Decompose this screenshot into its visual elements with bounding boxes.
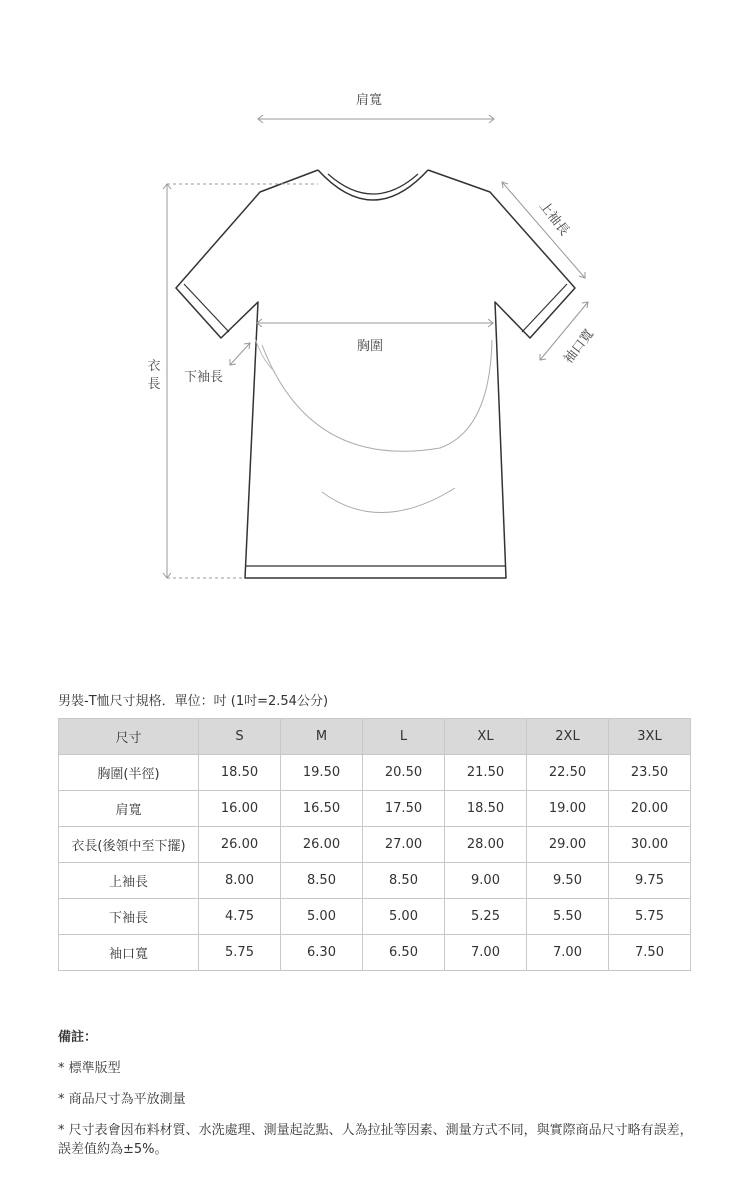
table-cell: 6.30: [281, 935, 363, 971]
table-cell: 26.00: [281, 827, 363, 863]
notes-title: 備註：: [58, 1030, 98, 1045]
note-item: * 商品尺寸為平放測量: [58, 1092, 186, 1107]
table-cell: 7.50: [609, 935, 691, 971]
table-row: [59, 791, 691, 827]
table-cell: 18.50: [199, 755, 281, 791]
table-cell: 9.50: [527, 863, 609, 899]
table-row: [59, 863, 691, 899]
note-item: * 尺寸表會因布料材質、水洗處理、測量起訖點、人為拉扯等因素、測量方式不同，與實際商品尺寸略有誤差，誤差值約為±5%。: [58, 1123, 693, 1157]
table-cell: 5.75: [199, 935, 281, 971]
table-cell: 9.00: [445, 863, 527, 899]
row-label: 肩寬: [59, 791, 199, 827]
table-cell: 4.75: [199, 899, 281, 935]
table-cell: 5.00: [363, 899, 445, 935]
chest-label: 胸圍: [357, 339, 384, 354]
header-cell: S: [199, 719, 281, 755]
table-cell: 27.00: [363, 827, 445, 863]
row-label: 衣長(後領中至下擺): [59, 827, 199, 863]
header-cell: M: [281, 719, 363, 755]
size-table: [58, 718, 691, 971]
header-cell: 3XL: [609, 719, 691, 755]
table-cell: 19.00: [527, 791, 609, 827]
row-label: 下袖長: [59, 899, 199, 935]
table-row: [59, 755, 691, 791]
table-cell: 6.50: [363, 935, 445, 971]
left-cuff-line: [184, 284, 229, 332]
table-cell: 22.50: [527, 755, 609, 791]
table-cell: 16.00: [199, 791, 281, 827]
table-cell: 5.00: [281, 899, 363, 935]
row-label: 袖口寬: [59, 935, 199, 971]
table-cell: 21.50: [445, 755, 527, 791]
sleeve-bottom-arrow: [230, 343, 250, 365]
size-table-header-row: [59, 719, 691, 755]
table-cell: 9.75: [609, 863, 691, 899]
table-cell: 5.75: [609, 899, 691, 935]
table-cell: 19.50: [281, 755, 363, 791]
table-row: [59, 899, 691, 935]
sleeve-bottom-label: 下袖長: [184, 370, 224, 385]
table-cell: 29.00: [527, 827, 609, 863]
table-cell: 20.50: [363, 755, 445, 791]
header-cell: XL: [445, 719, 527, 755]
table-cell: 7.00: [527, 935, 609, 971]
table-cell: 20.00: [609, 791, 691, 827]
row-label: 上袖長: [59, 863, 199, 899]
table-cell: 8.50: [281, 863, 363, 899]
note-item: * 標準版型: [58, 1061, 121, 1076]
table-cell: 5.50: [527, 899, 609, 935]
size-table-title: 男裝-T恤尺寸規格．單位：吋 (1吋=2.54公分): [58, 694, 329, 709]
notes-section: [58, 1026, 698, 1171]
table-cell: 5.25: [445, 899, 527, 935]
sleeve-top-label: 上袖長: [536, 198, 572, 239]
table-cell: 8.50: [363, 863, 445, 899]
table-cell: 7.00: [445, 935, 527, 971]
header-cell: 尺寸: [59, 719, 199, 755]
right-cuff-line: [522, 284, 567, 332]
table-cell: 18.50: [445, 791, 527, 827]
table-cell: 16.50: [281, 791, 363, 827]
table-cell: 17.50: [363, 791, 445, 827]
table-cell: 26.00: [199, 827, 281, 863]
table-row: [59, 827, 691, 863]
table-cell: 8.00: [199, 863, 281, 899]
tshirt-outline: [176, 170, 575, 578]
table-row: [59, 935, 691, 971]
length-label: 衣長: [147, 359, 161, 392]
fold-line-2: [322, 488, 455, 513]
fold-line-1: [262, 340, 492, 451]
table-cell: 28.00: [445, 827, 527, 863]
sleeve-top-arrow: [502, 182, 585, 278]
cuff-label: 袖口寬: [561, 326, 598, 367]
shoulder-label: 肩寬: [356, 93, 383, 108]
header-cell: 2XL: [527, 719, 609, 755]
table-cell: 30.00: [609, 827, 691, 863]
table-cell: 23.50: [609, 755, 691, 791]
row-label: 胸圍(半徑): [59, 755, 199, 791]
header-cell: L: [363, 719, 445, 755]
tshirt-collar: [318, 170, 428, 200]
